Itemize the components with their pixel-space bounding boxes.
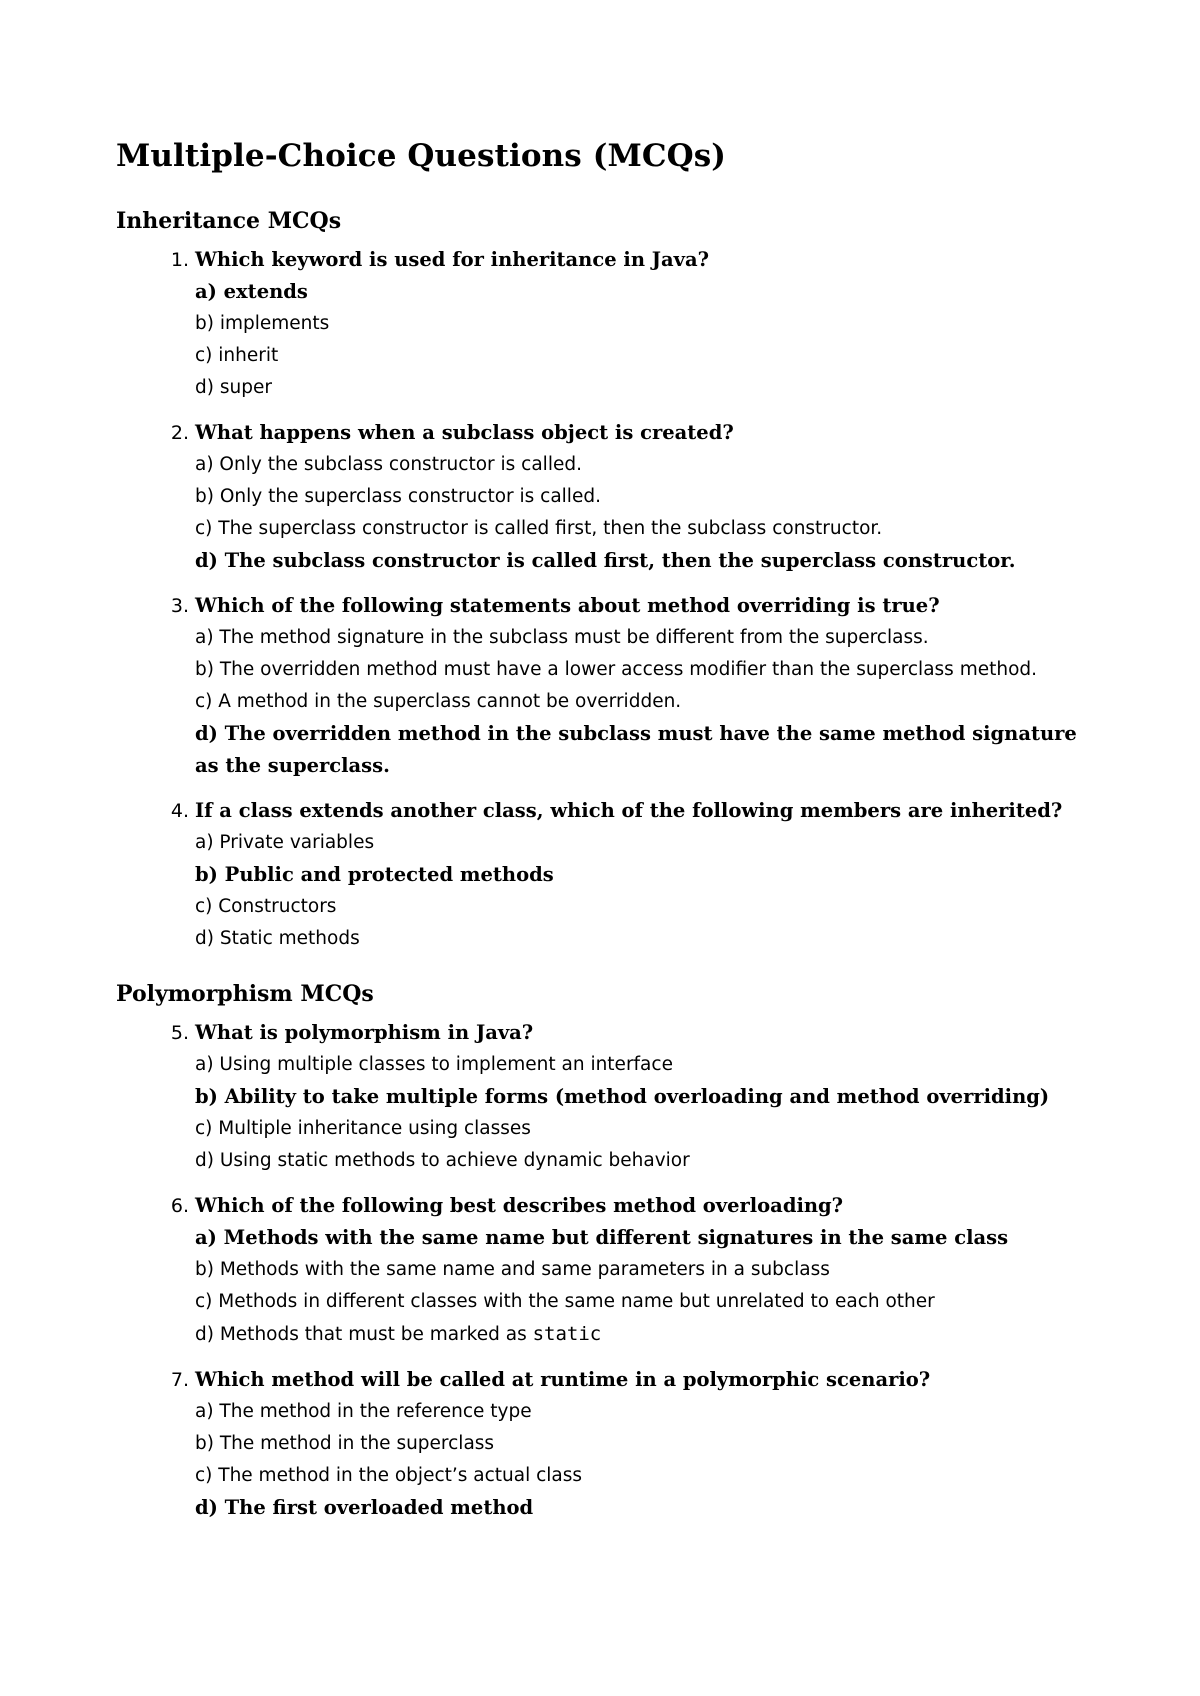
answer-option-label: d) The first overloaded method <box>195 1496 534 1519</box>
answer-option-label: a) Methods with the same name but different signatures in the same class <box>195 1226 1009 1249</box>
document-body <box>116 138 1096 1537</box>
question-body <box>195 1364 1096 1524</box>
question-number: 5. <box>170 1022 189 1044</box>
answer-option-label: b) Public and protected methods <box>195 863 554 886</box>
page-title: Multiple-Choice Questions (MCQs) <box>116 138 727 174</box>
question-body <box>195 1017 1096 1177</box>
answer-option-label: c) The method in the object’s actual class <box>195 1465 583 1486</box>
question-item <box>116 1017 1096 1177</box>
question-number: 6. <box>170 1195 189 1217</box>
question-text: Which of the following statements about method overriding is true? <box>195 594 940 617</box>
answer-option <box>195 827 1096 859</box>
answer-option <box>195 1254 1096 1286</box>
answer-option-label: d) Using static methods to achieve dynamic behavior <box>195 1150 690 1171</box>
question-text: What is polymorphism in Java? <box>195 1021 534 1044</box>
question-item <box>116 590 1096 782</box>
answer-option-label: b) The method in the superclass <box>195 1433 495 1454</box>
answer-option-label: c) A method in the superclass cannot be overridden. <box>195 691 682 712</box>
question-body <box>195 417 1096 577</box>
answer-option-label: b) implements <box>195 313 330 334</box>
question-body <box>195 795 1096 955</box>
answer-option-label: a) Private variables <box>195 832 375 853</box>
answer-option-label: d) super <box>195 377 272 398</box>
answer-option-label: d) The subclass constructor is called first, then the superclass constructor. <box>195 549 1016 572</box>
answer-option <box>195 1396 1096 1428</box>
answer-option <box>195 1049 1096 1081</box>
question-number: 3. <box>170 595 189 617</box>
section-heading: Polymorphism MCQs <box>116 981 374 1007</box>
answer-option <box>195 372 1096 404</box>
answer-option <box>195 1286 1096 1318</box>
answer-option-label: d) The overridden method in the subclass must have the same method signature as the superclass. <box>195 722 1077 777</box>
answer-option-correct <box>195 276 1096 308</box>
question-item <box>116 1364 1096 1524</box>
answer-option <box>195 891 1096 923</box>
answer-option <box>195 1460 1096 1492</box>
answer-option-label: b) Only the superclass constructor is called. <box>195 486 601 507</box>
answer-option-correct <box>195 859 1096 891</box>
answer-option-correct <box>195 1081 1096 1113</box>
answer-option <box>195 1145 1096 1177</box>
question-item <box>116 795 1096 955</box>
answer-option-label: a) Only the subclass constructor is called. <box>195 454 582 475</box>
answer-option-label: c) Constructors <box>195 896 337 917</box>
section-heading: Inheritance MCQs <box>116 208 342 234</box>
question-number: 2. <box>170 422 189 444</box>
answer-option-correct <box>195 1492 1096 1524</box>
answer-option-label: c) The superclass constructor is called first, then the subclass constructor. <box>195 518 883 539</box>
question-text: What happens when a subclass object is created? <box>195 421 734 444</box>
answer-option-label: c) inherit <box>195 345 279 366</box>
question-item <box>116 244 1096 404</box>
answer-option-label: b) Ability to take multiple forms (method overloading and method overriding) <box>195 1085 1050 1108</box>
answer-option <box>195 481 1096 513</box>
question-number: 1. <box>170 249 189 271</box>
answer-option <box>195 1113 1096 1145</box>
answer-option-label: a) The method in the reference type <box>195 1401 532 1422</box>
answer-option <box>195 1428 1096 1460</box>
answer-option-label: c) Methods in different classes with the same name but unrelated to each other <box>195 1291 935 1312</box>
answer-option-label: a) The method signature in the subclass must be different from the superclass. <box>195 627 929 648</box>
answer-option <box>195 923 1096 955</box>
answer-option-label: d) Methods that must be marked as <box>195 1324 533 1345</box>
question-text: Which method will be called at runtime in a polymorphic scenario? <box>195 1368 931 1391</box>
answer-option-label: a) extends <box>195 280 308 303</box>
question-item <box>116 417 1096 577</box>
answer-option <box>195 340 1096 372</box>
answer-option-label: b) The overridden method must have a lower access modifier than the superclass method. <box>195 659 1038 680</box>
answer-option-label: c) Multiple inheritance using classes <box>195 1118 531 1139</box>
answer-option <box>195 1318 1096 1351</box>
inline-code: static <box>532 1323 602 1345</box>
answer-option-label: a) Using multiple classes to implement an interface <box>195 1054 673 1075</box>
answer-option <box>195 622 1096 654</box>
answer-option <box>195 513 1096 545</box>
answer-option-label: d) Static methods <box>195 928 360 949</box>
question-body <box>195 590 1096 782</box>
answer-option <box>195 654 1096 686</box>
question-body <box>195 244 1096 404</box>
answer-option-correct <box>195 545 1096 577</box>
question-item <box>116 1190 1096 1351</box>
answer-option-correct <box>195 1222 1096 1254</box>
question-number: 4. <box>170 800 189 822</box>
question-text: Which keyword is used for inheritance in Java? <box>195 248 710 271</box>
question-number: 7. <box>170 1369 189 1391</box>
answer-option-correct <box>195 718 1096 782</box>
answer-option <box>195 686 1096 718</box>
question-body <box>195 1190 1096 1351</box>
answer-option-label: b) Methods with the same name and same parameters in a subclass <box>195 1259 830 1280</box>
question-text: If a class extends another class, which of the following members are inherited? <box>195 799 1063 822</box>
question-text: Which of the following best describes method overloading? <box>195 1194 844 1217</box>
answer-option <box>195 449 1096 481</box>
answer-option <box>195 308 1096 340</box>
mcq-sections <box>116 208 1096 1524</box>
